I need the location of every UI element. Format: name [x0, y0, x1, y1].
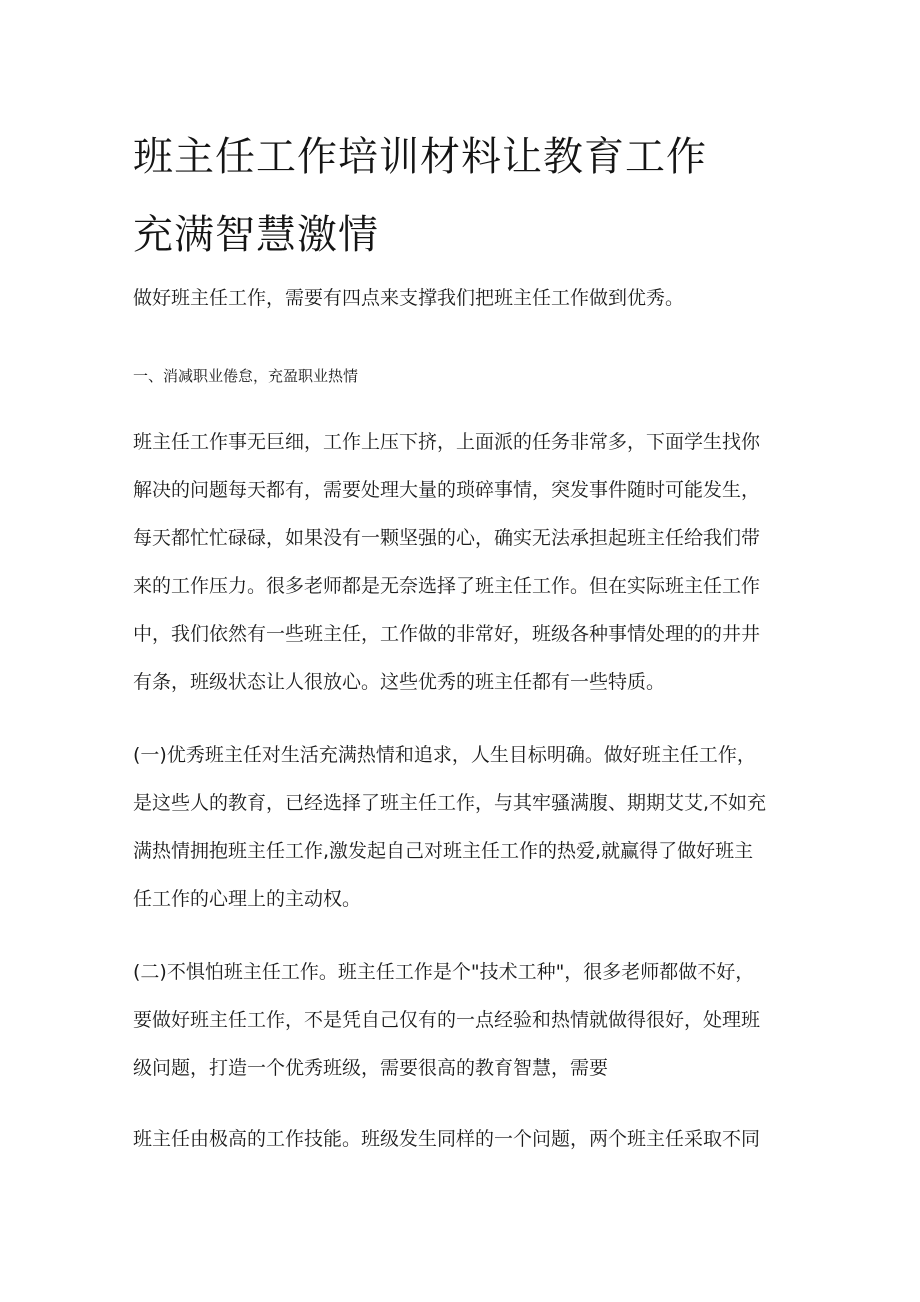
paragraph-line: (二)不惧怕班主任工作。班主任工作是个"技术工种"，很多老师都做不好， — [133, 961, 755, 983]
paragraph-line: 是这些人的教育，已经选择了班主任工作，与其牢骚满腹、期期艾艾,不如充 — [133, 792, 767, 814]
paragraph-line: 班主任工作事无巨细，工作上压下挤，上面派的任务非常多，下面学生找你 — [133, 431, 761, 453]
paragraph-line: 来的工作压力。很多老师都是无奈选择了班主任工作。但在实际班主任工作 — [133, 575, 761, 597]
paragraph-line: 级问题，打造一个优秀班级，需要很高的教育智慧，需要 — [133, 1057, 609, 1079]
paragraph-line: 任工作的心理上的主动权。 — [133, 888, 362, 910]
section-heading: 一、消减职业倦怠，充盈职业热情 — [133, 367, 359, 385]
body-paragraph — [133, 948, 813, 1092]
document-title — [133, 118, 833, 274]
paragraph-line: (一)优秀班主任对生活充满热情和追求，人生目标明确。做好班主任工作， — [133, 744, 756, 766]
paragraph-line: 满热情拥抱班主任工作,激发起自己对班主任工作的热爱,就赢得了做好班主 — [133, 840, 754, 862]
title-line: 充满智慧激情 — [133, 212, 379, 258]
paragraph-line: 每天都忙忙碌碌，如果没有一颗坚强的心，确实无法承担起班主任给我们带 — [133, 527, 761, 549]
title-line: 班主任工作培训材料让教育工作 — [133, 134, 707, 180]
intro-paragraph: 做好班主任工作，需要有四点来支撑我们把班主任工作做到优秀。 — [133, 287, 685, 309]
paragraph-line: 解决的问题每天都有，需要处理大量的琐碎事情，突发事件随时可能发生， — [133, 479, 761, 501]
body-paragraph — [133, 1115, 813, 1163]
paragraph-line: 有条，班级状态让人很放心。这些优秀的班主任都有一些特质。 — [133, 671, 666, 693]
paragraph-line: 中，我们依然有一些班主任，工作做的非常好，班级各种事情处理的的井井 — [133, 623, 761, 645]
body-paragraph — [133, 418, 813, 706]
paragraph-line: 要做好班主任工作，不是凭自己仅有的一点经验和热情就做得很好，处理班 — [133, 1009, 761, 1031]
body-paragraph — [133, 731, 813, 923]
paragraph-line: 班主任由极高的工作技能。班级发生同样的一个问题，两个班主任采取不同 — [133, 1128, 761, 1150]
